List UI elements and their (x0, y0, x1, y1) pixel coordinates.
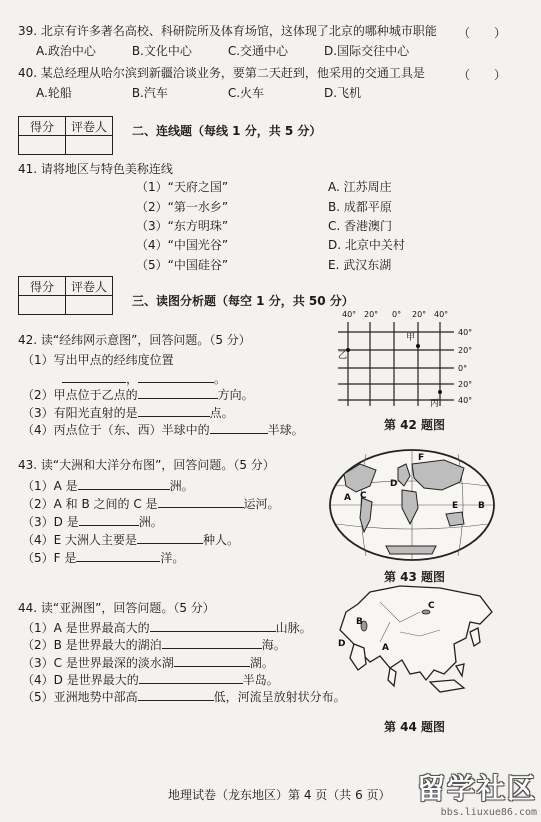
q43-line1 (22, 478, 194, 493)
lat-long-grid-figure (330, 306, 480, 408)
lon-label: 20° (364, 310, 379, 319)
answer-blank[interactable] (138, 371, 214, 383)
grader-cell (66, 296, 113, 315)
q41-left-1: （1）“天府之国” (136, 180, 229, 194)
q41-left-2: （2）“第一水乡” (136, 200, 229, 214)
q43-line2 (22, 496, 280, 511)
text: 半岛。 (242, 673, 279, 687)
q41-right-d: D. 北京中关村 (328, 238, 405, 252)
text: （3）D 是 (22, 515, 79, 529)
answer-blank[interactable] (150, 620, 276, 632)
watermark-url: bbs.liuxue86.com (440, 807, 537, 818)
map-label-b: B (356, 617, 363, 627)
q42-line1: （1）写出甲点的经纬度位置 (22, 353, 174, 367)
text: （2）B 是世界最大的湖泊 (22, 638, 162, 652)
map-label-c: C (428, 601, 435, 611)
q42-line2 (22, 387, 254, 402)
score-box-1 (18, 116, 113, 155)
point-jia-label: 甲 (406, 333, 416, 343)
q44-caption: 第 44 题图 (384, 720, 446, 734)
answer-blank[interactable] (158, 496, 244, 508)
text: 洋。 (160, 551, 185, 565)
text: 洲。 (169, 479, 194, 493)
answer-blank[interactable] (174, 655, 250, 667)
map-label-d: D (390, 479, 398, 489)
q42-line4 (22, 422, 304, 437)
answer-blank[interactable] (78, 478, 170, 490)
map-label-b: B (478, 501, 485, 511)
answer-blank[interactable] (138, 387, 218, 399)
text: （3）C 是世界最深的淡水湖 (22, 656, 174, 670)
q40-options: A.轮船 B.汽车 C.火车 D.飞机 (36, 86, 362, 100)
q41-right-a: A. 江苏周庄 (328, 180, 392, 194)
q44-line3 (22, 655, 274, 670)
text: 山脉。 (275, 621, 312, 635)
q42-line3 (22, 405, 234, 420)
q41-right-c: C. 香港澳门 (328, 219, 393, 233)
answer-blank[interactable] (162, 637, 262, 649)
text: （2）A 和 B 之间的 C 是 (22, 497, 158, 511)
answer-blank[interactable] (210, 422, 268, 434)
section2-title: 二、连线题（每线 1 分，共 5 分） (132, 124, 322, 138)
text: 方向。 (217, 388, 254, 402)
lat-label: 40° (458, 328, 473, 337)
score-cell (19, 136, 66, 155)
lon-label: 40° (434, 310, 449, 319)
q43-line4 (22, 532, 239, 547)
section3-title: 三、读图分析题（每空 1 分，共 50 分） (132, 294, 354, 308)
answer-blank[interactable] (138, 689, 214, 701)
grader-label: 评卷人 (66, 277, 113, 296)
text: （5）F 是 (22, 551, 77, 565)
q43-line5 (22, 550, 184, 565)
text: （2）甲点位于乙点的 (22, 388, 138, 402)
text: 湖。 (249, 656, 274, 670)
lon-label: 20° (412, 310, 427, 319)
lon-label: 40° (342, 310, 357, 319)
q41-right-b: B. 成都平原 (328, 200, 392, 214)
text: 半球。 (267, 423, 304, 437)
q43-line3 (22, 514, 163, 529)
text: 点。 (209, 406, 234, 420)
answer-blank[interactable] (139, 672, 243, 684)
text: （4）E 大洲人主要是 (22, 533, 138, 547)
score-label: 得分 (19, 117, 66, 136)
map-label-a: A (344, 493, 351, 503)
text: （4）丙点位于（东、西）半球中的 (22, 423, 210, 437)
lat-label: 0° (458, 364, 468, 373)
text: 海。 (261, 638, 286, 652)
score-cell (19, 296, 66, 315)
q40-answer-paren: （ ） (458, 68, 507, 82)
q43-stem: 43. 读“大洲和大洋分布图”，回答问题。（5 分） (18, 458, 275, 472)
grader-cell (66, 136, 113, 155)
text: 低，河流呈放射状分布。 (213, 690, 346, 704)
text: （5）亚洲地势中部高 (22, 690, 138, 704)
answer-blank[interactable] (76, 550, 160, 562)
q43-caption: 第 43 题图 (384, 570, 446, 584)
watermark-logo: 留学社区 (416, 772, 537, 805)
map-label-e: E (452, 501, 459, 511)
q44-line2 (22, 637, 286, 652)
q42-line1-blanks (62, 371, 226, 386)
q41-stem: 41. 请将地区与特色美称连线 (18, 162, 173, 176)
q39-stem: 39. 北京有许多著名高校、科研院所及体育场馆，这体现了北京的哪种城市职能 (18, 24, 437, 38)
score-box-2 (18, 276, 113, 315)
score-label: 得分 (19, 277, 66, 296)
answer-blank[interactable] (137, 532, 203, 544)
q44-stem: 44. 读“亚洲图”，回答问题。（5 分） (18, 601, 215, 615)
q40-stem: 40. 某总经理从哈尔滨到新疆洽谈业务，要第二天赶到，他采用的交通工具是 (18, 66, 425, 80)
map-label-a: A (382, 643, 389, 653)
text: （1）A 是 (22, 479, 78, 493)
q44-line4 (22, 672, 279, 687)
text: 运河。 (243, 497, 280, 511)
point-bing-label: 丙 (430, 399, 440, 408)
q41-left-4: （4）“中国光谷” (136, 238, 229, 252)
period: 。 (214, 372, 227, 386)
watermark (397, 767, 537, 818)
lat-label: 20° (458, 346, 473, 355)
world-map-figure (326, 446, 498, 564)
text: 洲。 (138, 515, 163, 529)
q42-caption: 第 42 题图 (384, 418, 446, 432)
text: （1）A 是世界最高大的 (22, 621, 150, 635)
page-footer: 地理试卷（龙东地区）第 4 页（共 6 页） (168, 788, 391, 802)
q44-line1 (22, 620, 312, 635)
asia-map-figure (330, 582, 500, 710)
text: （3）有阳光直射的是 (22, 406, 138, 420)
text: （4）D 是世界最大的 (22, 673, 139, 687)
map-label-d: D (338, 639, 346, 649)
answer-blank[interactable] (138, 405, 210, 417)
q44-line5 (22, 689, 346, 704)
map-label-f: F (418, 453, 425, 463)
answer-blank[interactable] (62, 371, 126, 383)
q39-options: A.政治中心 B.文化中心 C.交通中心 D.国际交往中心 (36, 44, 410, 58)
q41-right-e: E. 武汉东湖 (328, 258, 392, 272)
q39-answer-paren: （ ） (458, 26, 507, 40)
q41-left-5: （5）“中国硅谷” (136, 258, 229, 272)
lat-label: 40° (458, 396, 473, 405)
point-yi-label: 乙 (338, 351, 348, 361)
q42-stem: 42. 读“经纬网示意图”，回答问题。（5 分） (18, 333, 251, 347)
grader-label: 评卷人 (66, 117, 113, 136)
map-label-c: C (360, 491, 367, 501)
separator: ， (126, 372, 139, 386)
text: 种人。 (203, 533, 240, 547)
lat-label: 20° (458, 380, 473, 389)
answer-blank[interactable] (79, 514, 139, 526)
lon-label: 0° (392, 310, 402, 319)
q41-left-3: （3）“东方明珠” (136, 219, 229, 233)
